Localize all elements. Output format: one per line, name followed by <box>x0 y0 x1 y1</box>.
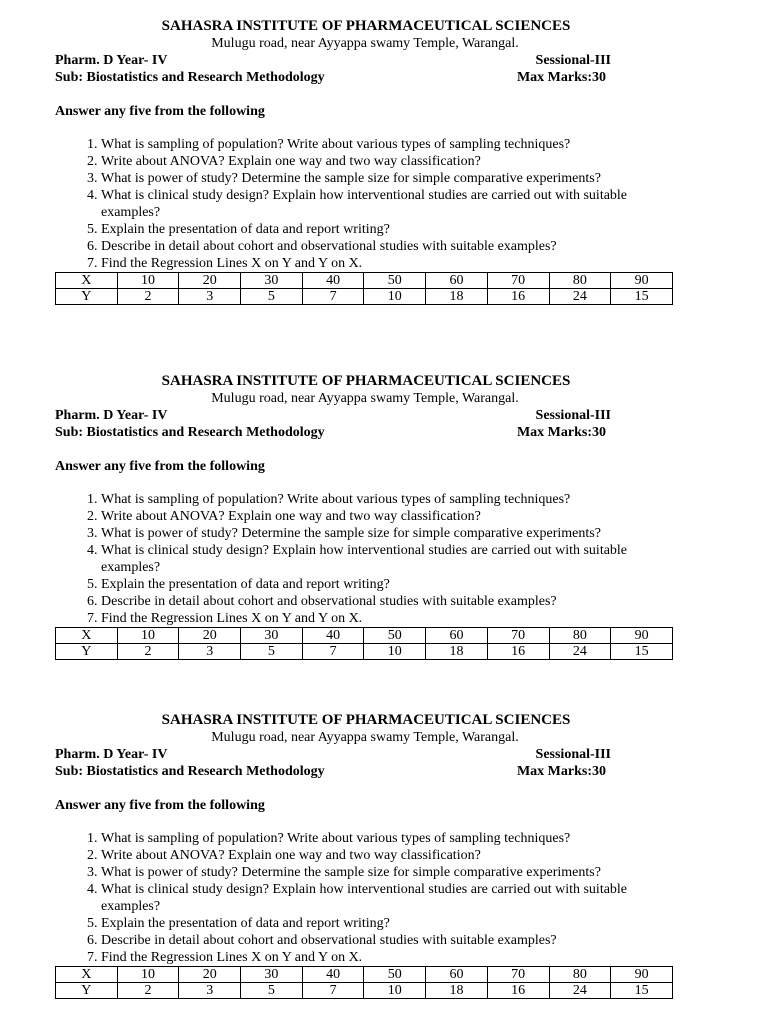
table-row-x <box>56 967 673 983</box>
exam-label: Sessional-III <box>535 747 611 762</box>
course-exam-row <box>55 746 611 763</box>
table-cell: 50 <box>364 273 426 289</box>
subject-label: Sub: Biostatistics and Research Methodology <box>55 425 325 440</box>
table-cell: 3 <box>179 983 241 999</box>
question-item: 2. Write about ANOVA? Explain one way and two way classification? <box>101 153 675 170</box>
table-cell: 20 <box>179 628 241 644</box>
table-cell: 10 <box>117 273 179 289</box>
table-cell: 7 <box>302 289 364 305</box>
table-row-y <box>56 289 673 305</box>
question-item: 3. What is power of study? Determine the sample size for simple comparative experiments? <box>101 525 675 542</box>
table-cell: 30 <box>241 967 303 983</box>
instruction-text: Answer any five from the following <box>55 104 265 119</box>
table-row-x <box>56 628 673 644</box>
institute-title: SAHASRA INSTITUTE OF PHARMACEUTICAL SCIENCES <box>161 712 571 728</box>
course-label: Pharm. D Year- IV <box>55 747 168 762</box>
subject-marks-row <box>55 424 606 441</box>
table-cell: 30 <box>241 628 303 644</box>
question-item: 1. What is sampling of population? Write about various types of sampling techniques? <box>101 830 675 847</box>
table-cell: 24 <box>549 289 611 305</box>
table-cell: 40 <box>302 273 364 289</box>
instruction-text: Answer any five from the following <box>55 798 265 813</box>
question-list <box>55 136 675 272</box>
table-cell: 10 <box>364 289 426 305</box>
question-item: 2. Write about ANOVA? Explain one way and two way classification? <box>101 847 675 864</box>
question-item: 6. Describe in detail about cohort and observational studies with suitable examples? <box>101 238 675 255</box>
table-cell: 60 <box>426 967 488 983</box>
max-marks-label: Max Marks:30 <box>516 70 606 85</box>
subject-label: Sub: Biostatistics and Research Methodology <box>55 764 325 779</box>
table-row-x <box>56 273 673 289</box>
table-cell: 15 <box>611 983 673 999</box>
question-item: 1. What is sampling of population? Write about various types of sampling techniques? <box>101 491 675 508</box>
table-cell: 16 <box>487 983 549 999</box>
question-item: 3. What is power of study? Determine the sample size for simple comparative experiments? <box>101 864 675 881</box>
table-cell: 7 <box>302 644 364 660</box>
table-row-y <box>56 644 673 660</box>
table-cell: 40 <box>302 628 364 644</box>
subject-marks-row <box>55 763 606 780</box>
table-cell: 5 <box>241 983 303 999</box>
table-cell: 70 <box>487 967 549 983</box>
table-cell: 80 <box>549 273 611 289</box>
table-cell: 30 <box>241 273 303 289</box>
table-row-label: X <box>56 273 118 289</box>
table-cell: 3 <box>179 644 241 660</box>
subject-label: Sub: Biostatistics and Research Methodology <box>55 70 325 85</box>
table-cell: 24 <box>549 644 611 660</box>
question-item: 4. What is clinical study design? Explain how interventional studies are carried out with suitable examples? <box>101 542 675 576</box>
table-cell: 20 <box>179 967 241 983</box>
course-exam-row <box>55 52 611 69</box>
question-item: 2. Write about ANOVA? Explain one way and two way classification? <box>101 508 675 525</box>
table-cell: 18 <box>426 983 488 999</box>
table-cell: 70 <box>487 273 549 289</box>
table-cell: 20 <box>179 273 241 289</box>
table-cell: 7 <box>302 983 364 999</box>
exam-label: Sessional-III <box>535 53 611 68</box>
institute-title: SAHASRA INSTITUTE OF PHARMACEUTICAL SCIENCES <box>161 373 571 389</box>
table-cell: 2 <box>117 289 179 305</box>
table-cell: 16 <box>487 289 549 305</box>
table-cell: 16 <box>487 644 549 660</box>
question-item: 7. Find the Regression Lines X on Y and Y on X. <box>101 949 675 966</box>
table-cell: 60 <box>426 628 488 644</box>
question-item: 6. Describe in detail about cohort and observational studies with suitable examples? <box>101 593 675 610</box>
question-paper-2 <box>55 372 675 660</box>
question-paper-3 <box>55 711 675 999</box>
table-cell: 50 <box>364 967 426 983</box>
course-label: Pharm. D Year- IV <box>55 53 168 68</box>
table-cell: 10 <box>364 644 426 660</box>
question-item: 3. What is power of study? Determine the sample size for simple comparative experiments? <box>101 170 675 187</box>
question-item: 6. Describe in detail about cohort and observational studies with suitable examples? <box>101 932 675 949</box>
table-cell: 2 <box>117 644 179 660</box>
max-marks-label: Max Marks:30 <box>516 764 606 779</box>
table-row-label: Y <box>56 644 118 660</box>
max-marks-label: Max Marks:30 <box>516 425 606 440</box>
question-item: 7. Find the Regression Lines X on Y and Y on X. <box>101 610 675 627</box>
question-list <box>55 491 675 627</box>
table-cell: 40 <box>302 967 364 983</box>
table-cell: 90 <box>611 628 673 644</box>
table-cell: 80 <box>549 967 611 983</box>
table-cell: 90 <box>611 967 673 983</box>
institute-address: Mulugu road, near Ayyappa swamy Temple, Warangal. <box>211 391 519 406</box>
table-row-label: X <box>56 967 118 983</box>
question-paper-1 <box>55 17 675 305</box>
question-item: 1. What is sampling of population? Write about various types of sampling techniques? <box>101 136 675 153</box>
question-item: 5. Explain the presentation of data and report writing? <box>101 221 675 238</box>
table-cell: 90 <box>611 273 673 289</box>
table-cell: 2 <box>117 983 179 999</box>
instruction-text: Answer any five from the following <box>55 459 265 474</box>
institute-title: SAHASRA INSTITUTE OF PHARMACEUTICAL SCIENCES <box>161 18 571 34</box>
table-cell: 60 <box>426 273 488 289</box>
institute-address: Mulugu road, near Ayyappa swamy Temple, Warangal. <box>211 36 519 51</box>
table-cell: 10 <box>117 967 179 983</box>
table-cell: 5 <box>241 644 303 660</box>
subject-marks-row <box>55 69 606 86</box>
question-item: 7. Find the Regression Lines X on Y and Y on X. <box>101 255 675 272</box>
regression-data-table <box>55 966 673 999</box>
course-label: Pharm. D Year- IV <box>55 408 168 423</box>
question-list <box>55 830 675 966</box>
institute-address: Mulugu road, near Ayyappa swamy Temple, Warangal. <box>211 730 519 745</box>
question-item: 4. What is clinical study design? Explain how interventional studies are carried out with suitable examples? <box>101 187 675 221</box>
table-cell: 18 <box>426 289 488 305</box>
course-exam-row <box>55 407 611 424</box>
table-cell: 24 <box>549 983 611 999</box>
question-item: 5. Explain the presentation of data and report writing? <box>101 576 675 593</box>
table-cell: 5 <box>241 289 303 305</box>
table-cell: 50 <box>364 628 426 644</box>
table-cell: 10 <box>364 983 426 999</box>
table-row-label: Y <box>56 289 118 305</box>
question-item: 4. What is clinical study design? Explain how interventional studies are carried out with suitable examples? <box>101 881 675 915</box>
table-cell: 10 <box>117 628 179 644</box>
table-cell: 15 <box>611 644 673 660</box>
question-item: 5. Explain the presentation of data and report writing? <box>101 915 675 932</box>
table-cell: 70 <box>487 628 549 644</box>
table-cell: 3 <box>179 289 241 305</box>
table-row-y <box>56 983 673 999</box>
regression-data-table <box>55 272 673 305</box>
table-cell: 18 <box>426 644 488 660</box>
table-cell: 15 <box>611 289 673 305</box>
table-row-label: X <box>56 628 118 644</box>
exam-label: Sessional-III <box>535 408 611 423</box>
table-row-label: Y <box>56 983 118 999</box>
table-cell: 80 <box>549 628 611 644</box>
regression-data-table <box>55 627 673 660</box>
